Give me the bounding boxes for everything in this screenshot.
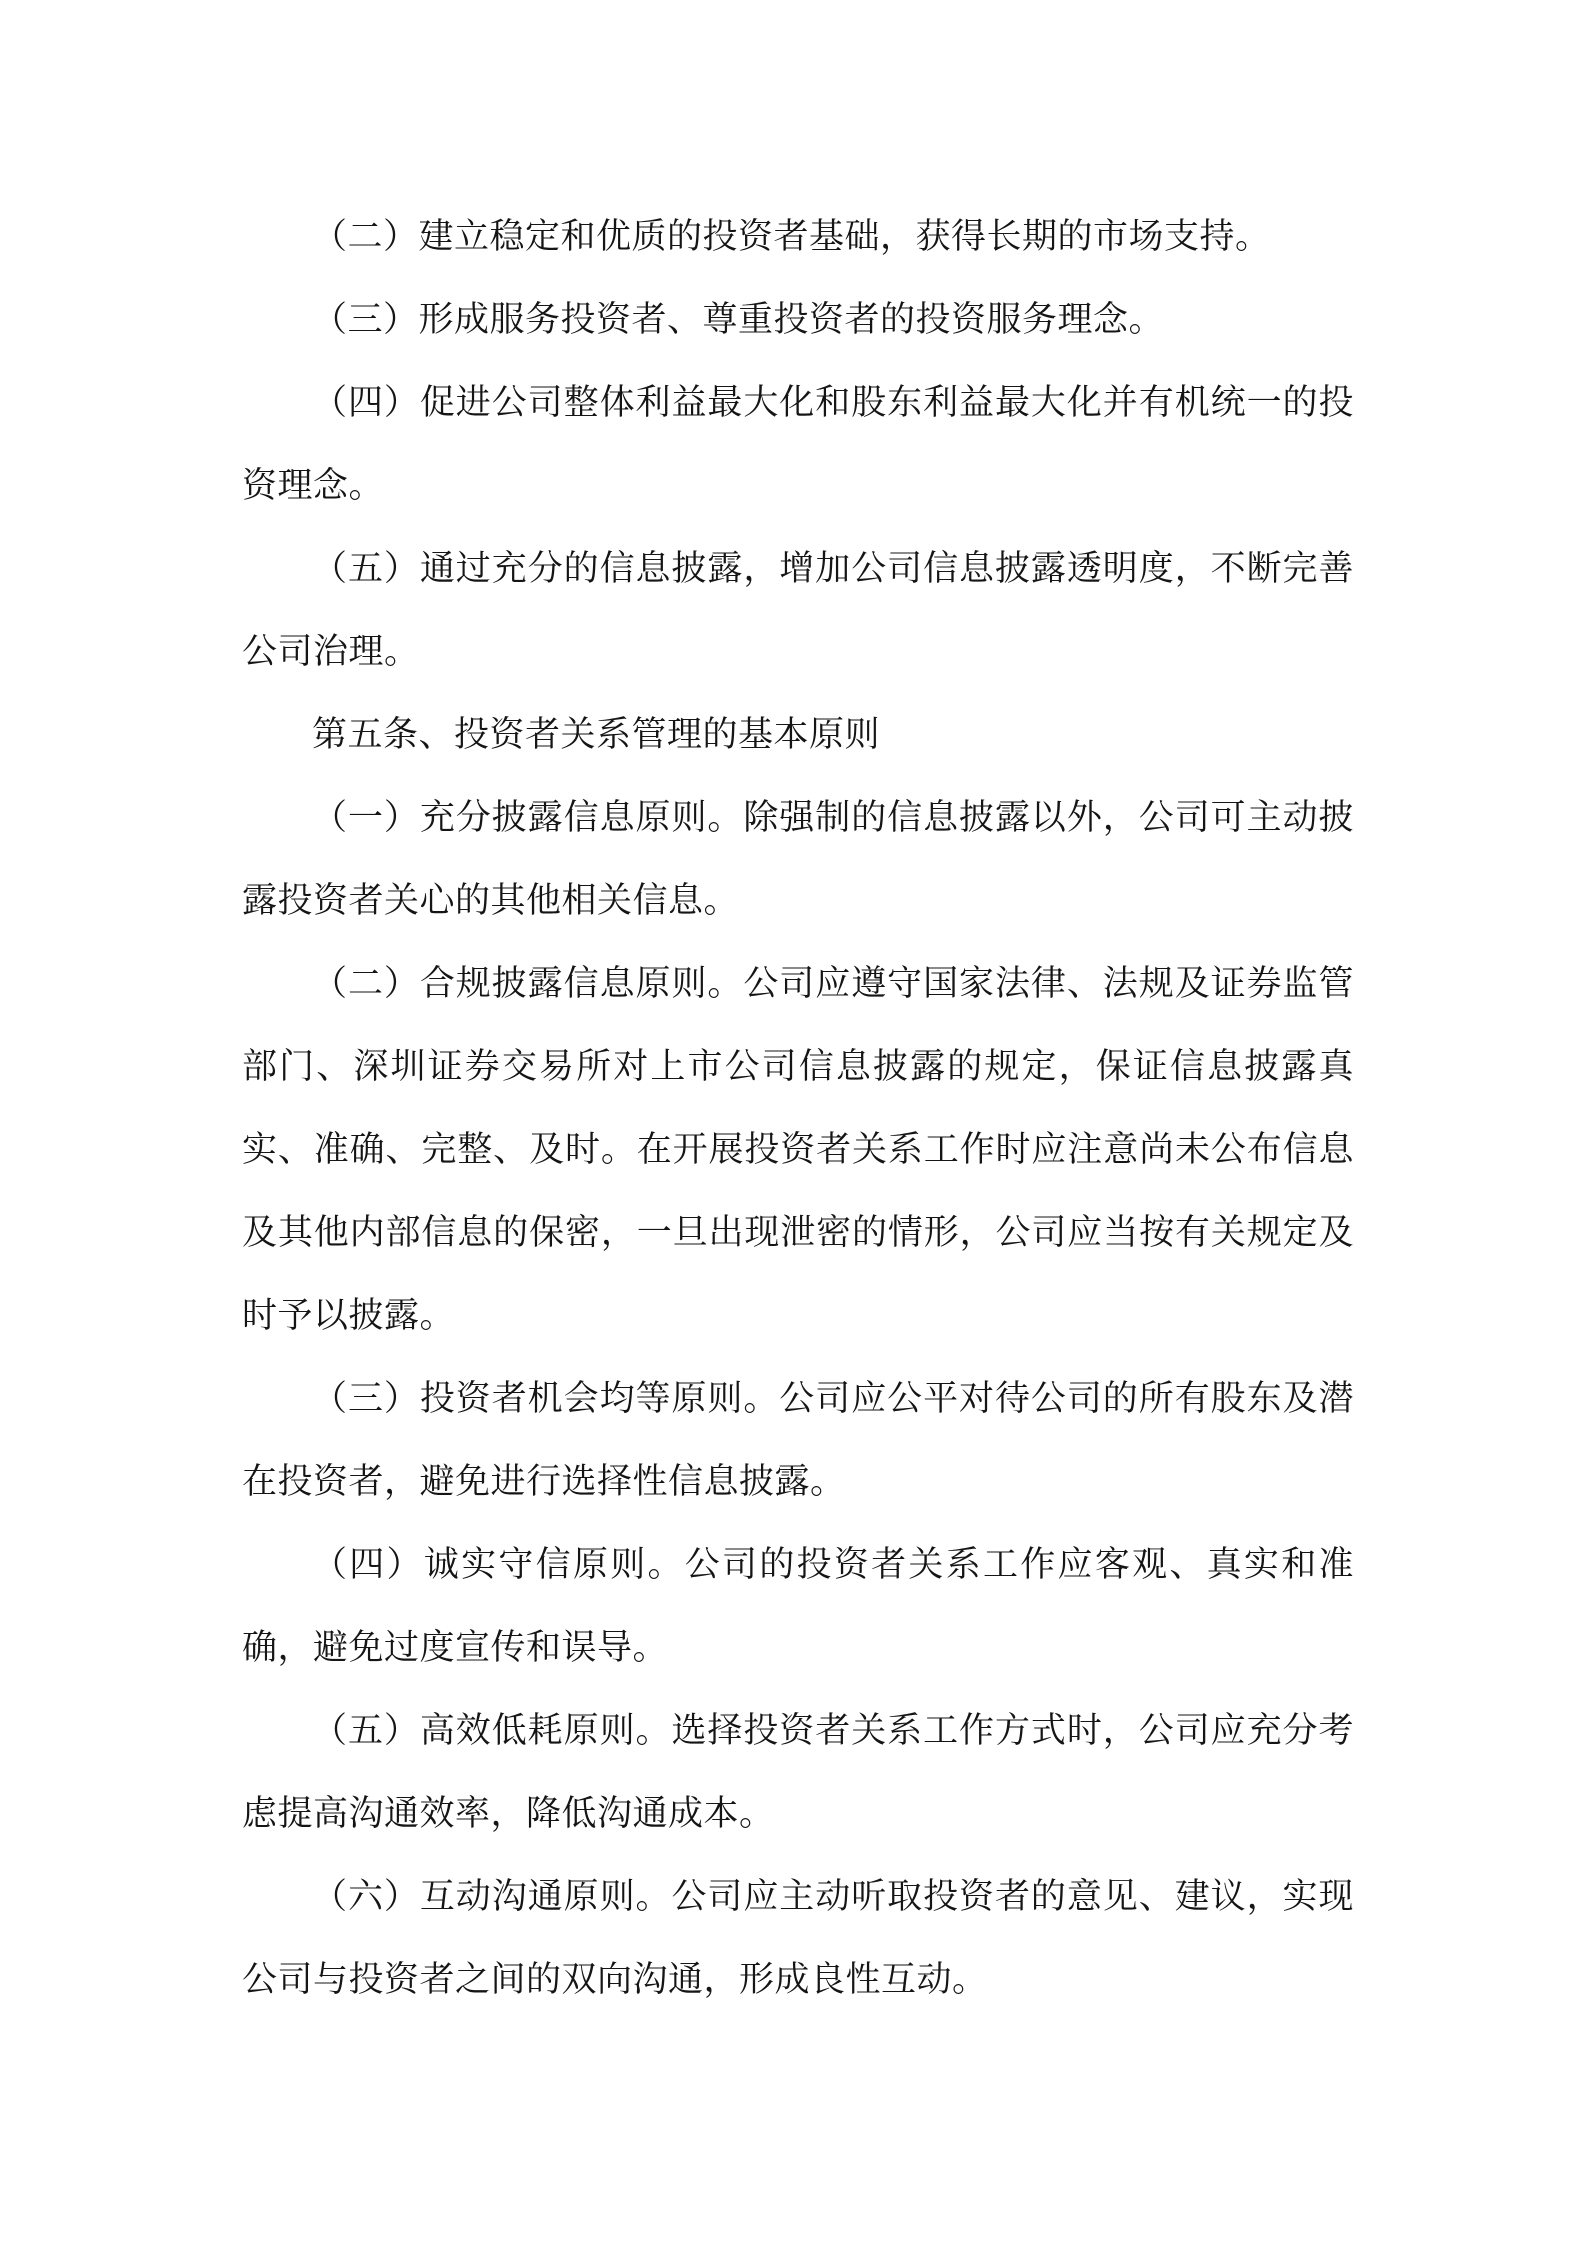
paragraph-principle-1: （一）充分披露信息原则。除强制的信息披露以外，公司可主动披露投资者关心的其他相关信息。 [242,798,1354,921]
paragraph-principle-5: （五）高效低耗原则。选择投资者关系工作方式时，公司应充分考虑提高沟通效率，降低沟通成本。 [242,1711,1354,1834]
paragraph-goal-2: （二）建立稳定和优质的投资者基础，获得长期的市场支持。 [312,217,1271,257]
paragraph-principle-6: （六）互动沟通原则。公司应主动听取投资者的意见、建议，实现公司与投资者之间的双向沟通，形成良性互动。 [242,1877,1354,2000]
paragraph-goal-5: （五）通过充分的信息披露，增加公司信息披露透明度，不断完善公司治理。 [242,549,1354,672]
paragraph-principle-4: （四）诚实守信原则。公司的投资者关系工作应客观、真实和准确，避免过度宣传和误导。 [242,1545,1354,1668]
article-5-heading: 第五条、投资者关系管理的基本原则 [312,715,881,755]
document-body [242,196,1354,2022]
paragraph-goal-3: （三）形成服务投资者、尊重投资者的投资服务理念。 [312,300,1165,340]
paragraph-principle-3: （三）投资者机会均等原则。公司应公平对待公司的所有股东及潜在投资者，避免进行选择性信息披露。 [242,1379,1354,1502]
paragraph-goal-4: （四）促进公司整体利益最大化和股东利益最大化并有机统一的投资理念。 [242,383,1354,506]
paragraph-principle-2: （二）合规披露信息原则。公司应遵守国家法律、法规及证券监管部门、深圳证券交易所对上市公司信息披露的规定，保证信息披露真实、准确、完整、及时。在开展投资者关系工作时应注意尚未公布信息及其他内部信息的保密，一旦出现泄密的情形，公司应当按有关规定及时予以披露。 [242,964,1354,1336]
